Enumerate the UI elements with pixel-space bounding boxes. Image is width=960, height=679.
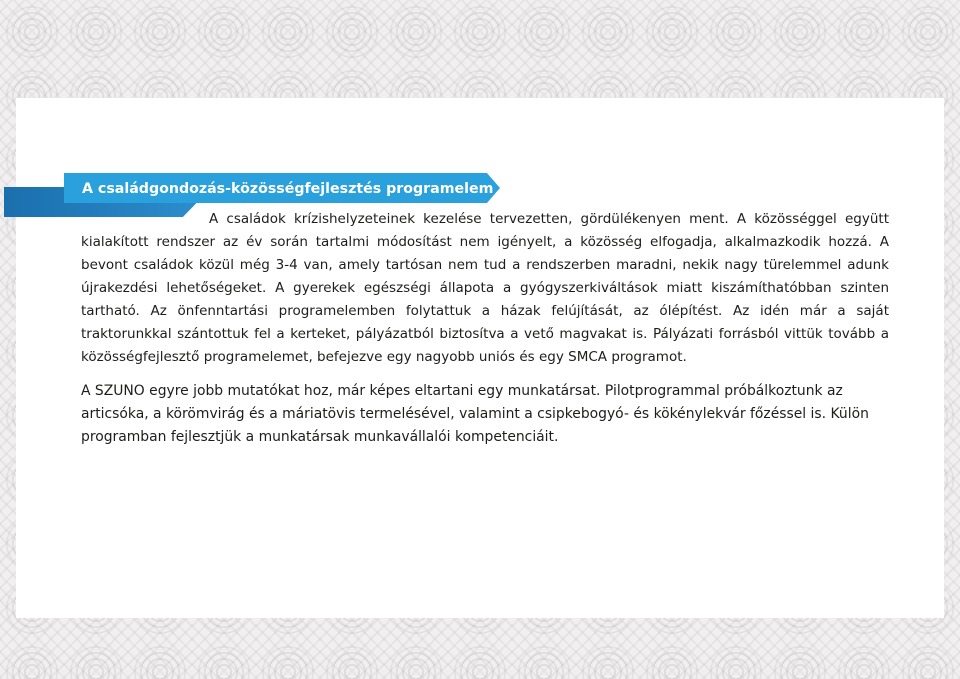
section-title: A családgondozás-közösségfejlesztés programelem xyxy=(82,181,494,197)
paragraph-1: A családok krízishelyzeteinek kezelése tervezetten, gördülékenyen ment. A közösséggel együtt kialakított rendszer az év során tartalmi módosítást nem igényelt, a közösség elfogadja, alkalmazkodik hozzá. A bevont családok közül még 3-4 van, amely tartósan nem tud a rendszerben maradni, nekik nagy türelemmel adunk újrakezdési lehetőségeket. A gyerekek egészségi állapota a gyógyszerkiváltások miatt kiszámíthatóbban szinten tartható. Az önfenntartási programelemben folytattuk a házak felújítását, az ólépítést. Az idén már a saját traktorunkkal szántottuk fel a kerteket, pályázatból biztosítva a vető magvakat is. Pályázati forrásból vittük tovább a közösségfejlesztő programelemet, befejezve egy nagyobb uniós és egy SMCA programot. xyxy=(81,211,889,365)
paragraph-2: A SZUNO egyre jobb mutatókat hoz, már képes eltartani egy munkatársat. Pilotprogrammal próbálkoztunk az articsóka, a körömvirág és a máriatövis termelésével, valamint a csipkebogyó- és kökénylekvár főzéssel is. Külön programban fejlesztjük a munkatársak munkavállalói kompetenciáit. xyxy=(81,383,869,445)
body-text xyxy=(81,208,889,449)
